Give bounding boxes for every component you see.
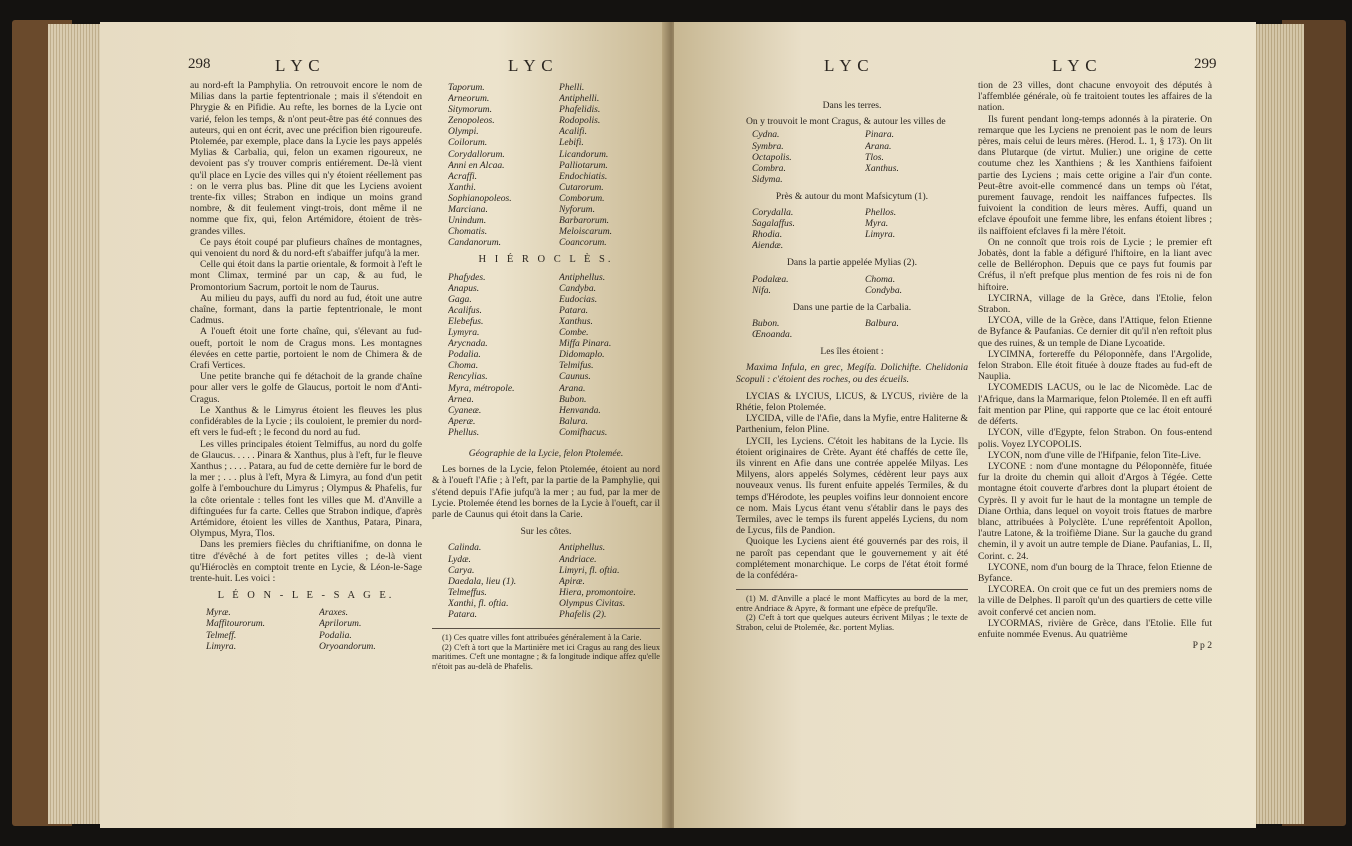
page-number: 298 [188, 56, 211, 72]
list-item: Choma. [448, 360, 479, 372]
list-item: Lydæ. [448, 553, 471, 565]
right-page [674, 22, 1256, 828]
list-item: Octapolis. [752, 151, 792, 163]
list-item: Phafelidis. [559, 104, 601, 116]
list-item: Myra, métropole. [448, 382, 515, 394]
entry: LYCONE : nom d'une montagne du Péloponnèfe, fituée fur la droite du chemin qui alloit d'Argos à Tégée. Cette montagne étoit couverte d'arbres dont la plupart étoient de Cyprès. Il y avoit fur le haut de la montagne un temple de Diane Orthia, dans lequel on voyoit trois ftatues de marbre blanc, attribuées à Polyclète. L'une repréfentoit Apollon, l'autre Latone, & la troifième Diane. Sur la gauche du grand chemin, il y avoit un autre temple de Diane. Paufanias, L. II, Corint. c. 24. [978, 460, 1212, 562]
list-item: Zenopoleos. [448, 115, 495, 127]
running-head-right-col: L Y C [1052, 56, 1098, 75]
list-item: Arycnada. [448, 338, 488, 350]
list-item: Coilorum. [448, 137, 488, 149]
list-item: Lebifi. [559, 137, 584, 149]
list-item: Telmeff. [206, 629, 237, 641]
list-item: Balbura. [865, 318, 899, 330]
list-item: Carya. [448, 564, 475, 576]
list-item: Hiera, promontoire. [559, 586, 636, 598]
list-item: Phellus. [448, 426, 480, 438]
footnote-rule [736, 589, 968, 590]
list-item: Olympi. [448, 126, 479, 138]
list-item [865, 240, 968, 251]
list-item: Balura. [559, 415, 589, 427]
list-item: Combra. [752, 162, 786, 174]
name-list [736, 318, 968, 340]
list-item: Olympus Civitas. [559, 597, 626, 609]
left-column-2 [432, 80, 660, 671]
list-item: Arana. [559, 382, 586, 394]
list-item: Gaga. [448, 293, 472, 305]
list-item: Pinara. [865, 129, 895, 141]
entry: LYCII, les Lyciens. C'étoit les habitans de la Lycie. Ils étoient originaires de Crète. Ayant été chaffés de cette île, ils vinrent en Afie dans une contrée appelée Milyas. Les Milyens, alors appelés Solymes, cédèrent leur pays aux nouveaux venus. Ils furent enfuite appelés Termiles, & du temps d'Hérodote, les peuples voifins leur donnoient encore ce nom. Mais Lycus étant venu s'établir dans le pays des Termiles, avec le temps ils furent appelés Lyciens, du nom de Lycus, fils de Pandion. [736, 435, 968, 537]
paragraph: Quoique les Lyciens aient été gouvernés par des rois, il ne paroît pas cependant que le gouvernement y ait été complétement monarchique. Le corps de l'état étoit formé de la confédéra- [736, 536, 968, 582]
list-item: Endochiatis. [559, 170, 608, 182]
name-list [190, 607, 422, 651]
list-item: Elebefus. [448, 315, 484, 327]
footnote: (1) M. d'Anville a placé le mont Mafficytes au bord de la mer, entre Andriace & Apyre, & formant une efpèce de prefqu'île. [736, 594, 968, 613]
entry: LYCON, nom d'une ville de l'Hifpanie, felon Tite-Live. [988, 449, 1201, 461]
name-list [432, 542, 660, 620]
footnote: (2) C'eft à tort que la Martinière met ici Cragus au rang des lieux maritimes. C'eft une montagne ; & fa longitude indique affez qu'elle n'étoit pas au-delà de Phafelis. [432, 642, 660, 671]
list-item: Calinda. [448, 542, 482, 554]
list-item: Arana. [865, 140, 892, 152]
list-item: Limyra. [206, 640, 237, 652]
list-item: Taporum. [448, 82, 485, 93]
running-head-left-col: L Y C [275, 56, 321, 75]
list-item: Aiendæ. [752, 240, 784, 252]
list-item: Comifhacus. [559, 426, 608, 438]
paragraph: Maxima Infula, en grec, Megífa. Dolichifte. Chelidonia Scopuli : c'étoient des roches, ou des écueils. [736, 362, 968, 385]
section-heading: H I É R O C L È S. [478, 254, 614, 266]
list-item: Araxes. [319, 607, 349, 619]
section-heading: Dans une partie de la Carbalia. [792, 301, 912, 313]
list-item: Patara. [448, 609, 478, 620]
footnote: (2) C'eft à tort que quelques auteurs écrivent Milyas ; le texte de Strabon, celui de Ptolemée, &c. portent Mylias. [736, 613, 968, 632]
list-item: Anapus. [448, 282, 480, 294]
entry: LYCIRNA, village de la Grèce, dans l'Etolie, felon Strabon. [978, 292, 1212, 316]
list-item: Xanthi. [448, 181, 476, 193]
paragraph: A l'oueft étoit une forte chaîne, qui, s'élevant au fud-oueft, portoit le nom de Cragus mons. Les montagnes élevées en cette partie, portoient le nom de Chimera & de Crafi Vertices. [190, 326, 422, 372]
entry: LYCOREA. On croit que ce fut un des premiers noms de la ville de Delphes. Il paroît qu'un des quartiers de cette ville avoit confervé cet ancien nom. [978, 584, 1212, 618]
paragraph: Le Xanthus & le Limyrus étoient les fleuves les plus confidérables de la Lycie ; ils couloient, le premier du nord-eft vers le fud-eft ; le fecond du nord au fud. [190, 404, 422, 439]
list-item: Cydna. [752, 129, 780, 141]
name-list [736, 207, 968, 251]
list-item: Aprilorum. [319, 618, 362, 630]
list-item: Limyra. [865, 229, 896, 241]
list-item: Antiphelli. [559, 93, 600, 105]
list-item: Combe. [559, 327, 589, 339]
list-item: Palliotarum. [559, 159, 608, 171]
right-column-1 [736, 94, 968, 632]
section-heading: Géographie de la Lycie, felon Ptolemée. [468, 448, 624, 460]
entry: LYCONE, nom d'un bourg de la Thrace, felon Etienne de Byfance. [978, 561, 1212, 584]
list-item: Nyforum. [559, 204, 595, 216]
list-item: Arneorum. [448, 93, 490, 105]
entry: LYCIAS & LYCIUS, LICUS, & LYCUS, rivière de la Rhétie, felon Ptolemée. [736, 390, 968, 414]
list-item: Miffa Pinara. [559, 338, 612, 350]
list-item: Apiræ. [559, 575, 585, 587]
entry: LYCIDA, ville de l'Afie, dans la Myfie, entre Haliterne & Parthenium, felon Pline. [736, 413, 968, 436]
list-item: Rhodia. [752, 229, 783, 241]
footnote-rule [432, 628, 660, 629]
page-number: 299 [1194, 56, 1217, 72]
list-item: Sidyma. [752, 173, 783, 185]
list-item: Podalia. [319, 629, 352, 641]
right-page-edges [1248, 24, 1304, 824]
running-head-left-col: L Y C [824, 56, 870, 75]
list-item: Nifa. [752, 284, 771, 296]
list-item: Tlos. [865, 151, 884, 163]
paragraph: tion de 23 villes, dont chacune envoyoit des députés à l'affemblée générale, où fe traitoient toutes les affaires de la nation. [978, 80, 1212, 114]
list-item: Henvanda. [559, 404, 601, 416]
list-item: Bubon. [559, 393, 587, 405]
section-heading: L É O N - L E - S A G E. [217, 590, 395, 602]
list-item: Phafydes. [448, 271, 486, 283]
list-item: Maffitourorum. [206, 618, 266, 630]
name-list [736, 129, 968, 184]
list-item: Phellos. [865, 207, 897, 219]
list-item: Symbra. [752, 140, 784, 152]
left-page [100, 22, 668, 828]
section-heading: Près & autour du mont Mafsicytum (1). [775, 190, 929, 202]
paragraph: Les bornes de la Lycie, felon Ptolemée, étoient au nord & à l'oueft l'Afie ; à l'eft, par la partie de la Pamphylie, qui s'étend depuis l'Afie jufqu'à la mer ; au fud, par la mer de Lycie. Ptolemée étend les bornes de la Lycie à l'oueft, car il parle de Caunus qui étoit dans la Carie. [432, 464, 660, 521]
paragraph: Ils furent pendant long-temps adonnés à la piraterie. On remarque que les Lyciens ne prenoient pas le nom de leurs pères, mais celui de leurs mères. (Herod. L. 1, § 173). On lit dans Plutarque (de virtut. Mulier.) une origine de cette coutume chez les Xanthiens ; & les Xanthiens faifoient partie des Lyciens ; mais cette origine a l'air d'un conte. Peut-être avoit-elle commencé dans un temps où l'état, purement fauvage, rendoit les naiffances fufpectes. Ils fuivoient la condition de leurs mères. Auffi, quand un efclave époufoit une femme libre, les enfans étoient libres ; ils naiffoient efclaves fi la mère l'étoit. [978, 113, 1212, 237]
list-item: Oryoandorum. [319, 640, 376, 652]
entry: LYCIMNA, fortereffe du Péloponnèfe, dans l'Argolide, felon Strabon. Elle étoit fituée à douze ftades au fud-eft de Nauplia. [978, 348, 1212, 383]
section-heading: Dans les terres. [822, 100, 882, 111]
list-item: Marciana. [448, 204, 488, 216]
entry: LYCORMAS, rivière de Grèce, dans l'Etolie. Elle fut enfuite nommée Evenus. Au quatrième [978, 617, 1212, 640]
open-book [12, 14, 1346, 842]
entry: LYCOMEDIS LACUS, ou le lac de Nicomède. Lac de l'Afrique, dans la Marmarique, felon Ptolemée. Il en eft auffi fait mention par Pline, qui rapporte que ce lac étoit entouré de déferts. [978, 382, 1212, 428]
list-item [865, 174, 968, 185]
paragraph: On y trouvoit le mont Cragus, & autour les villes de [746, 116, 946, 128]
paragraph: Dans les premiers fiècles du chriftianifme, on donna le titre d'évêché à de fort petites villes ; de-là vient qu'Hiéroclès en comptoit trente en Lycie, & Léon-le-Sage trente-huit. Les voici : [190, 539, 422, 584]
list-item: Phelli. [559, 82, 585, 93]
list-item: Daedala, lieu (1). [448, 575, 517, 587]
list-item: Myræ. [206, 607, 231, 619]
list-item: Podalæa. [752, 273, 789, 285]
list-item: Condyba. [865, 284, 903, 296]
list-item: Patara. [559, 304, 589, 316]
list-item: Aperæ. [448, 415, 476, 427]
list-item: Sitymorum. [448, 104, 492, 116]
list-item: Telmeffus. [448, 586, 487, 598]
paragraph: Les villes principales étoient Telmiffus, au nord du golfe de Glaucus. . . . . Pinara & Xanthus, plus à l'eft, fur le fleuve Xanthus ; . . . . Patara, au fud de cette dernière fur le bord de la mer ; . . . plus à l'eft, Myra & Limyra, au fond d'un petit golfe à l'embouchure du Limyrus ; Olympus & Phafelis, fur la côte orientale : telles font les villes que M. d'Anville a diftinguées fur fa carte. Celles que Strabon indique, d'après Artémidore, étoient les villes de Xanthus, Patara, Pinara, Olympus, Myra, Tlos. [190, 438, 422, 540]
name-list [432, 272, 660, 438]
paragraph: Ce pays étoit coupé par plufieurs chaînes de montagnes, qui venoient du nord & du nord-eft s'abaiffer jufqu'à la mer. [190, 236, 422, 260]
list-item: Rencylias. [448, 371, 488, 383]
list-item: Meloiscarum. [559, 226, 613, 238]
list-item: Licandorum. [559, 148, 609, 160]
paragraph: Celle qui étoit dans la partie orientale, & formoit à l'eft le mont Climax, terminé par un cap, & au fud, le Promontorium Sacrum, portoit le nom de Taurus. [190, 259, 422, 293]
list-item: Limyri, fl. oftia. [559, 564, 620, 576]
list-item: Caunus. [559, 371, 591, 383]
left-column-1 [190, 80, 422, 654]
list-item: Acalifi. [559, 126, 587, 138]
list-item: Cyaneæ. [448, 404, 482, 416]
list-item: Lymyra. [448, 327, 480, 339]
list-item: Didomaplo. [559, 349, 605, 361]
section-heading: Sur les côtes. [520, 526, 572, 538]
list-item: Telmifus. [559, 360, 594, 372]
list-item: Œnoanda. [752, 329, 793, 341]
list-item: Antiphellus. [559, 542, 606, 554]
list-item: Acalifus. [448, 304, 482, 316]
list-item: Podalia. [448, 349, 481, 361]
list-item: Acraffi. [448, 170, 478, 182]
list-item: Xanthus. [865, 162, 899, 174]
section-heading: Les îles étoient : [820, 346, 884, 358]
list-item: Antiphellus. [559, 271, 606, 283]
list-item: Chomatis. [448, 226, 488, 238]
list-item: Andriace. [559, 553, 597, 565]
list-item: Comborum. [559, 192, 605, 204]
section-heading: Dans la partie appelée Mylias (2). [787, 257, 917, 269]
list-item: Arnea. [448, 393, 474, 405]
list-item: Choma. [865, 273, 896, 285]
list-item: Bubon. [752, 318, 780, 330]
running-head-right-col: L Y C [508, 56, 554, 75]
list-item: Unindum. [448, 215, 487, 227]
entry: LYCON, ville d'Egypte, felon Strabon. On fous-entend polis. Voyez LYCOPOLIS. [978, 427, 1212, 450]
list-item: Candanorum. [448, 237, 502, 249]
signature-mark: P p 2 [1192, 640, 1212, 652]
list-item: Corydallorum. [448, 148, 505, 160]
list-item: Anni en Alcaa. [448, 159, 505, 171]
paragraph: Une petite branche qui fe détachoit de la grande chaîne pour aller vers le golfe de Glaucus, portoit le nom d'Anti-Cragus. [190, 371, 422, 405]
list-item: Candyba. [559, 282, 597, 294]
list-item: Phafelis (2). [559, 609, 607, 620]
list-item: Rodopolis. [559, 115, 601, 127]
list-item: Coancorum. [559, 237, 607, 249]
list-item: Sophianopoleos. [448, 192, 512, 204]
footnote: (1) Ces quatre villes font attribuées généralement à la Carie. [442, 633, 642, 643]
list-item: Eudocias. [559, 293, 598, 305]
list-item: Xanthi, fl. oftia. [448, 597, 509, 609]
right-column-2 [978, 80, 1212, 651]
paragraph: au nord-eft la Pamphylia. On retrouvoit encore le nom de Milias dans la partie feptentrionale ; mais il s'étendoit en Phrygie & en Pifidie. Au refte, les bornes de la Lycie ont varié, felon les temps, & n'ont peut-être pas été connues des auteurs, qui en ont écrit, avec une précifion bien rigoureufe. Ptolemée, par exemple, place dans la Lycie les pays appelés Mylias & Carbalia, qui, felon un examen rigoureux, ne devoient pas s'y trouver compris entiérement. De-là vient qu'il place en Lycie des villes qui n'y étoient réellement pas : on le verra plus bas. Pline dit que les Lyciens avoient trente-fix villes; Strabon en indique un moins grand nombre, & dit feulement vingt-trois, dont même il ne nomme que fix, qui, felon Artémidore, étoient de très-grandes villes. [190, 80, 422, 237]
list-item: Sagalaffus. [752, 218, 795, 230]
list-item: Myra. [865, 218, 889, 230]
list-item [865, 329, 968, 340]
name-list [432, 82, 660, 248]
entry: LYCOA, ville de la Grèce, dans l'Attique, felon Etienne de Byfance & Paufanias. Ce dernier dit qu'il n'en reftoit plus que des ruines, & un temple de Diane Lycoatide. [978, 315, 1212, 349]
list-item: Barbarorum. [559, 215, 610, 227]
paragraph: On ne connoît que trois rois de Lycie ; le premier eft Jobatès, dont la fable a défiguré l'hiftoire, en la liant avec celle de Bellérophon. Depuis que ce pays fut foumis par Créfus, il n'eft prefque plus mention de fes rois ni de fon hiftoire. [978, 236, 1212, 293]
list-item: Cutarorum. [559, 181, 604, 193]
list-item: Corydalla. [752, 207, 794, 219]
paragraph: Au milieu du pays, auffi du nord au fud, étoit une autre chaîne, formant, dans la partie feptentrionale, le mont Cadmus. [190, 292, 422, 327]
list-item: Xanthus. [559, 315, 593, 327]
name-list [736, 274, 968, 296]
